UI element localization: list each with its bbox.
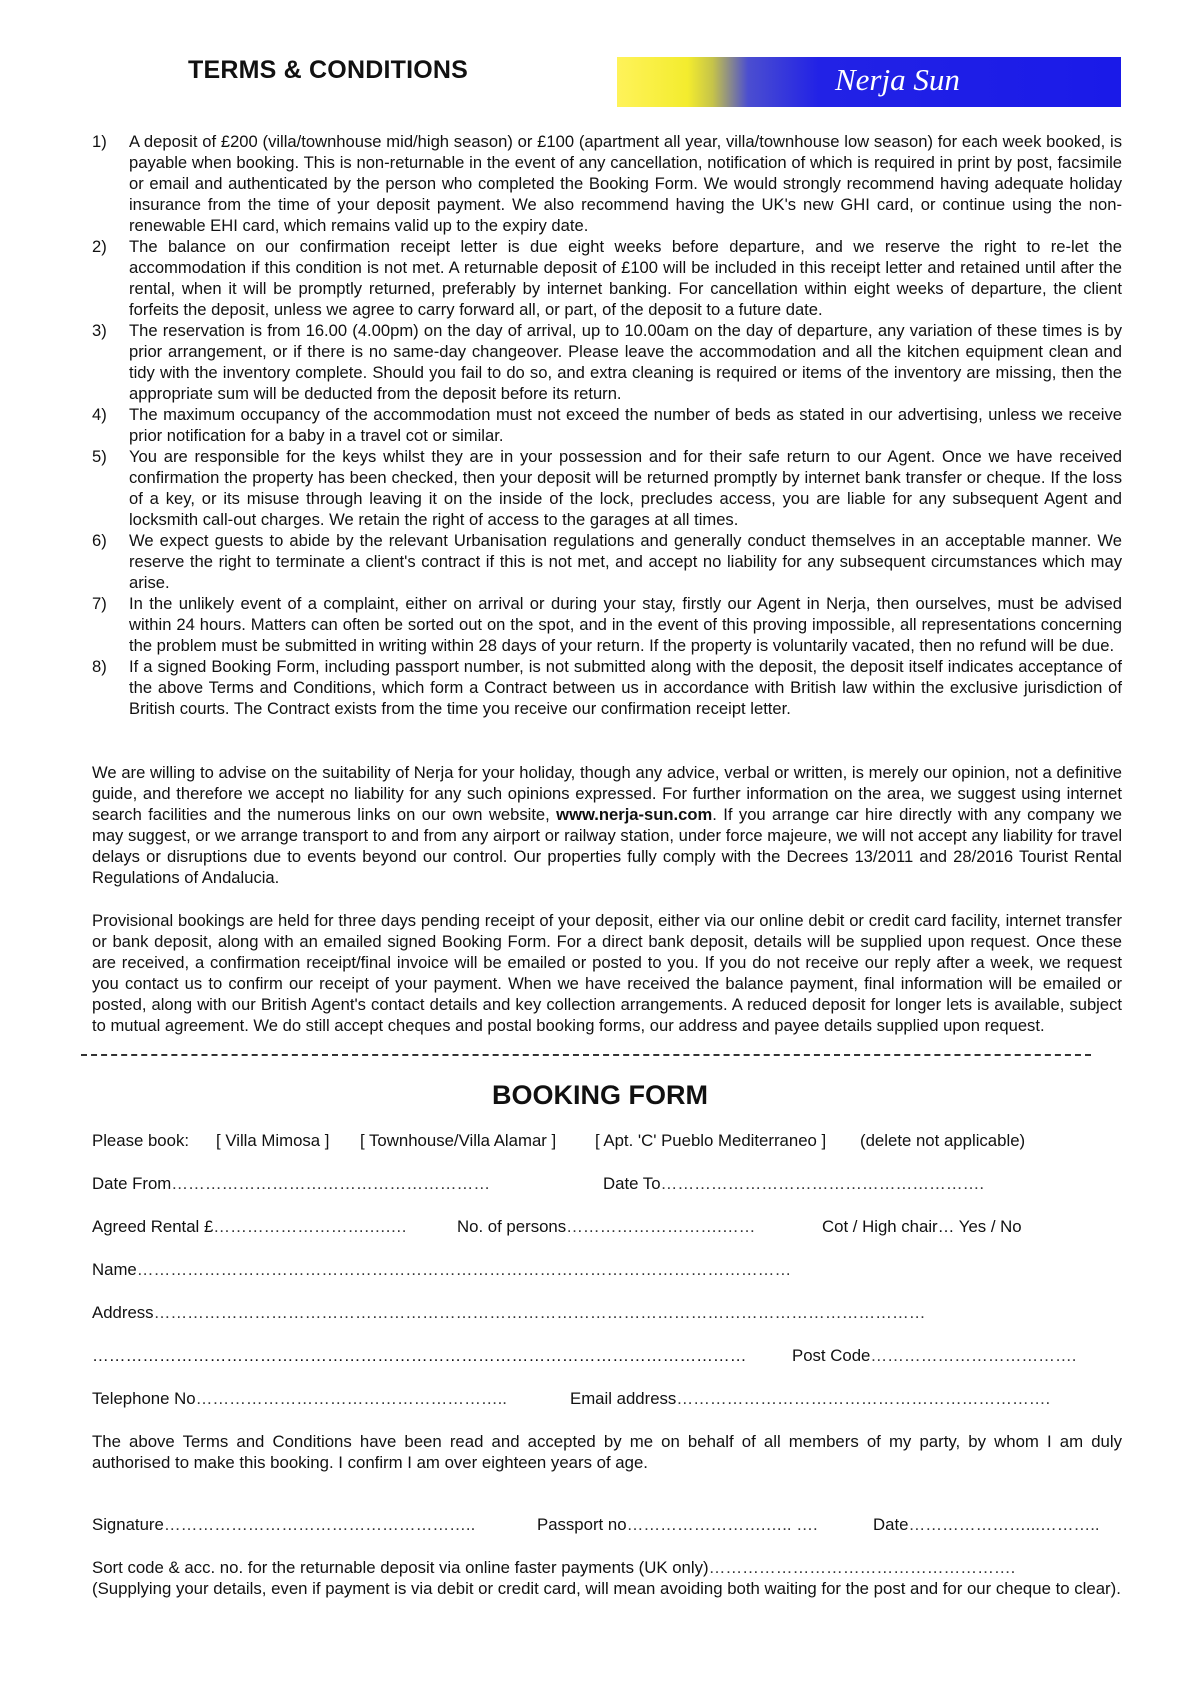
date-to-label: Date To	[603, 1174, 661, 1193]
name-field[interactable]: ………………………………………………………………………………………………………	[136, 1260, 792, 1279]
term-item	[92, 446, 1122, 530]
page-title: TERMS & CONDITIONS	[188, 56, 468, 84]
email-field[interactable]: ………………………………………………………….	[676, 1389, 1051, 1408]
term-text: A deposit of £200 (villa/townhouse mid/high season) or £100 (apartment all year, villa/townhouse low season) for each week booked, is payable when booking. This is non-returnable in the event of any cancellation, notification of which is required in print by post, facsimile or email and authenticated by the person who completed the Booking Form. We would strongly recommend having adequate holiday insurance from the time of your deposit payment. We also recommend having the UK's new GHI card, or continue using the non-renewable EHI card, which remains valid up to the expiry date.	[129, 132, 1122, 235]
option-apt-pueblo-mediterraneo[interactable]: [ Apt. 'C' Pueblo Mediterraneo ]	[595, 1131, 827, 1150]
advice-paragraph	[92, 762, 1122, 888]
website-link[interactable]: www.nerja-sun.com	[556, 805, 713, 824]
address-label: Address	[92, 1303, 154, 1322]
term-number: 7)	[92, 594, 107, 613]
agreed-rental-field[interactable]: ……………………….….…	[213, 1217, 408, 1236]
postcode-label: Post Code	[792, 1346, 871, 1365]
date-from-field[interactable]: …………………………………………………	[171, 1174, 491, 1193]
term-number: 3)	[92, 321, 107, 340]
email-label: Email address	[570, 1389, 677, 1408]
advice-text-before: We are willing to advise on the suitability of Nerja for your holiday, though any advice, verbal or written, is merely our opinion, not a definitive guide, and therefore we accept no liability for any such opinions expressed. For further information on the area, we suggest using internet search facilities and the numerous links on our own website,	[92, 763, 1122, 824]
please-book-label: Please book:	[92, 1131, 190, 1150]
signature-field[interactable]: ………………………………………………..	[163, 1515, 476, 1534]
cot-high-chair-option[interactable]: Cot / High chair… Yes / No	[822, 1217, 1022, 1236]
term-text: If a signed Booking Form, including passport number, is not submitted along with the deposit, the deposit itself indicates acceptance of the above Terms and Conditions, which form a Contract between us in accordance with British law within the exclusive jurisdiction of British courts. The Contract exists from the time you receive our confirmation receipt letter.	[129, 657, 1122, 718]
booking-form	[92, 1130, 1122, 1599]
term-text: The balance on our confirmation receipt letter is due eight weeks before departure, and we reserve the right to re-let the accommodation if this condition is not met. A returnable deposit of £100 will be included in this receipt letter and retained until after the rental, when it will be promptly returned, preferably by internet banking. For cancellation within eight weeks of departure, the client forfeits the deposit, unless we agree to carry forward all, or part, of the deposit to a future date.	[129, 237, 1122, 319]
term-text: The reservation is from 16.00 (4.00pm) on the day of arrival, up to 10.00am on the day of departure, any variation of these times is by prior arrangement, or if there is no same-day changeover. Please leave the accommodation and all the kitchen equipment clean and tidy with the inventory complete. Should you fail to do so, and extra cleaning is required or items of the inventory are missing, then the appropriate sum will be deducted from the deposit before its return.	[129, 321, 1122, 403]
address-row	[92, 1302, 1122, 1345]
date-field[interactable]: …………………...………..	[908, 1515, 1100, 1534]
date-label: Date	[873, 1515, 909, 1534]
terms-list	[92, 131, 1122, 719]
address-postcode-row	[92, 1345, 1122, 1388]
term-text: In the unlikely event of a complaint, either on arrival or during your stay, firstly our Agent in Nerja, then ourselves, must be advised within 24 hours. Matters can often be sorted out on the spot, and in the event of this proving impossible, all representations concerning the problem must be submitted in writing within 28 days of your return. If the property is voluntarily vacated, then no refund will be due.	[129, 594, 1122, 655]
term-item	[92, 236, 1122, 320]
term-item	[92, 404, 1122, 446]
term-number: 8)	[92, 657, 107, 676]
booking-form-title: BOOKING FORM	[492, 1080, 708, 1110]
postcode-field[interactable]: ……………………………….	[870, 1346, 1077, 1365]
passport-field[interactable]: …………………….….. ….	[626, 1515, 818, 1534]
sortcode-field[interactable]: ……………………………………………….	[708, 1558, 1016, 1577]
date-to-field[interactable]: ………………………………………………….	[660, 1174, 985, 1193]
signature-row	[92, 1514, 1122, 1557]
passport-label: Passport no	[537, 1515, 627, 1534]
telephone-field[interactable]: ………………………………………………..	[195, 1389, 507, 1408]
term-number: 4)	[92, 405, 107, 424]
name-row	[92, 1259, 1122, 1302]
nerja-sun-logo	[617, 57, 1121, 107]
term-text: We expect guests to abide by the relevant Urbanisation regulations and generally conduct themselves in an acceptable manner. We reserve the right to terminate a client's contract if this is not met, and accept no liability for any subsequent circumstances which may arise.	[129, 531, 1122, 592]
option-villa-mimosa[interactable]: [ Villa Mimosa ]	[216, 1131, 330, 1150]
sortcode-note: (Supplying your details, even if payment is via debit or credit card, will mean avoiding both waiting for the post and for our cheque to clear).	[92, 1579, 1121, 1598]
term-item	[92, 131, 1122, 236]
contact-row	[92, 1388, 1122, 1431]
advice-text-after: . If you arrange car hire directly with any company we may suggest, or we arrange transport to and from any airport or railway station, under force majeure, we will not accept any liability for travel delays or disruptions due to events beyond our control. Our properties fully comply with the Decrees 13/2011 and 28/2016 Tourist Rental Regulations of Andalucia.	[92, 805, 1122, 887]
term-number: 6)	[92, 531, 107, 550]
term-item	[92, 593, 1122, 656]
term-text: You are responsible for the keys whilst they are in your possession and for their safe return to our Agent. Once we have received confirmation the property has been checked, then your deposit will be returned promptly by internet bank transfer or cheque. If the loss of a key, or its misuse through leaving it on the inside of the lock, precludes access, you are liable for any subsequent Agent and locksmith call-out charges. We retain the right of access to the garages at all times.	[129, 447, 1122, 529]
telephone-label: Telephone No	[92, 1389, 196, 1408]
date-from-label: Date From	[92, 1174, 172, 1193]
term-item	[92, 530, 1122, 593]
rental-row	[92, 1216, 1122, 1259]
option-townhouse-villa-alamar[interactable]: [ Townhouse/Villa Alamar ]	[360, 1131, 557, 1150]
please-book-row	[92, 1130, 1122, 1173]
agreed-rental-label: Agreed Rental £	[92, 1217, 214, 1236]
term-number: 5)	[92, 447, 107, 466]
persons-label: No. of persons	[457, 1217, 567, 1236]
term-item	[92, 320, 1122, 404]
logo-text: Nerja Sun	[835, 62, 960, 97]
cut-line-divider	[81, 1054, 1091, 1056]
provisional-paragraph: Provisional bookings are held for three days pending receipt of your deposit, either via our online debit or credit card facility, internet transfer or bank deposit, along with an emailed signed Booking Form. For a direct bank deposit, details will be supplied upon request. Once these are received, a confirmation receipt/final invoice will be emailed or posted to you. If you do not receive our reply after a week, we request you contact us to confirm our receipt of your payment. When we have received the balance payment, final information will be emailed or posted, along with our British Agent's contact details and key collection arrangements. A reduced deposit for longer lets is available, subject to mutual agreement. We do still accept cheques and postal booking forms, our address and payee details supplied upon request.	[92, 911, 1122, 1035]
signature-label: Signature	[92, 1515, 164, 1534]
persons-field[interactable]: ……………………….……	[566, 1217, 756, 1236]
delete-note: (delete not applicable)	[860, 1131, 1026, 1150]
address-field[interactable]: …………………………………………………………………………………………………………………………	[153, 1303, 926, 1322]
term-text: The maximum occupancy of the accommodation must not exceed the number of beds as stated in our advertising, unless we receive prior notification for a baby in a travel cot or similar.	[129, 405, 1122, 445]
declaration-text: The above Terms and Conditions have been read and accepted by me on behalf of all members of my party, by whom I am duly authorised to make this booking. I confirm I am over eighteen years of age.	[92, 1432, 1122, 1472]
sortcode-label: Sort code & acc. no. for the returnable deposit via online faster payments (UK only)	[92, 1558, 709, 1577]
sortcode-block	[92, 1557, 1122, 1599]
dates-row	[92, 1173, 1122, 1216]
address-line2-field[interactable]: ………………………………………………………………………………………………………	[92, 1346, 747, 1365]
name-label: Name	[92, 1260, 137, 1279]
term-item	[92, 656, 1122, 719]
term-number: 1)	[92, 132, 107, 151]
term-number: 2)	[92, 237, 107, 256]
